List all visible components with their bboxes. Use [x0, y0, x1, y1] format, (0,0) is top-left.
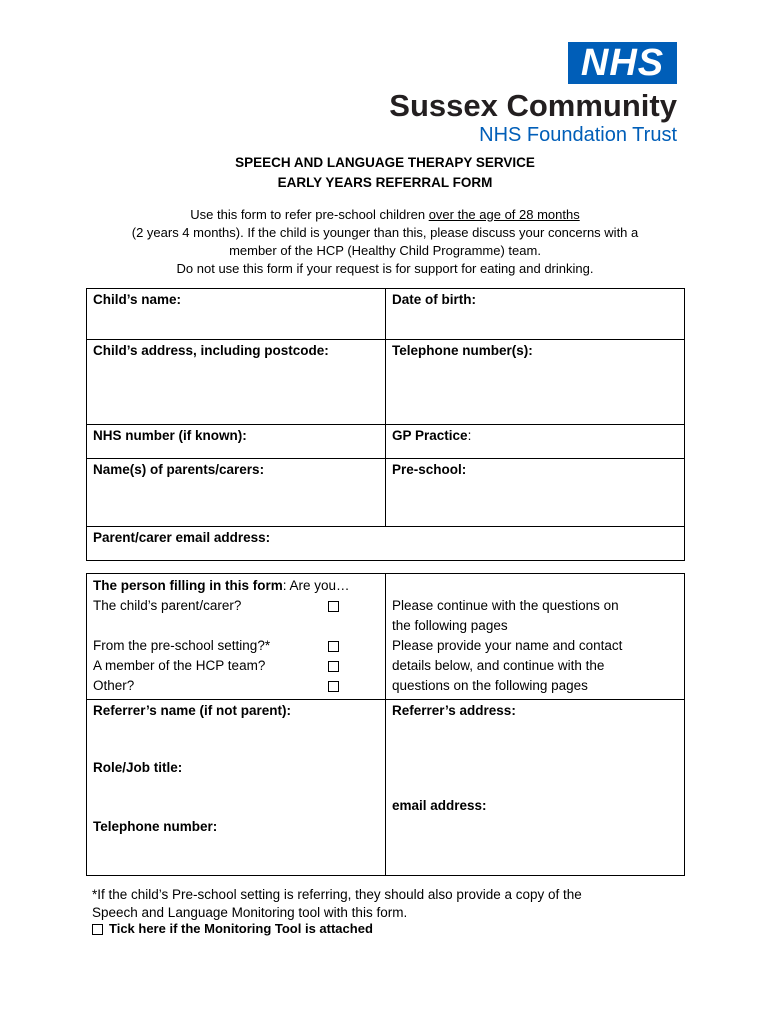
footnote-line1: *If the child’s Pre-school setting is referring, they should also provide a copy of the: [92, 887, 582, 902]
form-title-line2: EARLY YEARS REFERRAL FORM: [277, 175, 493, 190]
person-filling-label: The person filling in this form: [93, 578, 283, 593]
referrer-address-cell[interactable]: [386, 700, 685, 876]
intro-line3: member of the HCP (Healthy Child Programme) team.: [229, 243, 541, 258]
referrer-type-cell: [87, 574, 386, 700]
option-parent-label: The child’s parent/carer?: [93, 598, 242, 613]
preschool-field[interactable]: [386, 459, 685, 527]
intro-text: [60, 206, 710, 278]
referrer-address-label: Referrer’s address:: [392, 703, 516, 718]
referrer-name-label: Referrer’s name (if not parent):: [93, 703, 292, 718]
form-title-line1: SPEECH AND LANGUAGE THERAPY SERVICE: [235, 155, 535, 170]
intro-line1: Use this form to refer pre-school children: [190, 207, 429, 222]
option-preschool-label: From the pre-school setting?*: [93, 638, 271, 653]
gp-practice-field[interactable]: [386, 425, 685, 459]
parents-field[interactable]: [87, 459, 386, 527]
option-hcp-checkbox[interactable]: [328, 661, 339, 672]
nhs-logo-text: NHS: [580, 41, 665, 84]
org-subtitle: NHS Foundation Trust: [479, 124, 677, 146]
option-preschool-checkbox[interactable]: [328, 641, 339, 652]
child-details-table: [86, 288, 685, 561]
parents-label: Name(s) of parents/carers:: [93, 462, 265, 477]
intro-age-underlined: over the age of 28 months: [428, 207, 580, 222]
footnote-line2: Speech and Language Monitoring tool with this form.: [92, 905, 408, 920]
option-other-checkbox[interactable]: [328, 681, 339, 692]
note-other-line1: Please provide your name and contact: [392, 638, 623, 653]
note-parent-line2: the following pages: [392, 618, 508, 633]
telephone-field[interactable]: [386, 340, 685, 425]
gp-practice-colon: :: [467, 428, 472, 443]
referrer-telephone-label: Telephone number:: [93, 819, 218, 834]
childs-name-label: Child’s name:: [93, 292, 182, 307]
childs-name-field[interactable]: [87, 289, 386, 340]
address-field[interactable]: [87, 340, 386, 425]
gp-practice-label: GP Practice: [392, 428, 468, 443]
monitoring-tool-checkbox[interactable]: [92, 924, 103, 935]
intro-line4: Do not use this form if your request is for support for eating and drinking.: [176, 261, 594, 276]
option-other-label: Other?: [93, 678, 135, 693]
person-filling-rest: : Are you…: [282, 578, 350, 593]
nhs-number-field[interactable]: [87, 425, 386, 459]
nhs-number-label: NHS number (if known):: [93, 428, 247, 443]
telephone-label: Telephone number(s):: [392, 343, 533, 358]
note-other-line2: details below, and continue with the: [392, 658, 605, 673]
role-label: Role/Job title:: [93, 760, 183, 775]
dob-label: Date of birth:: [392, 292, 476, 307]
referrer-notes-cell: [386, 574, 685, 700]
monitoring-tool-label: Tick here if the Monitoring Tool is attached: [109, 921, 373, 936]
nhs-logo: [568, 42, 677, 84]
preschool-label: Pre-school:: [392, 462, 467, 477]
referrer-table: [86, 573, 685, 876]
note-other-line3: questions on the following pages: [392, 678, 588, 693]
referrer-details-cell[interactable]: [87, 700, 386, 876]
email-label: Parent/carer email address:: [93, 530, 271, 545]
dob-field[interactable]: [386, 289, 685, 340]
intro-line2: (2 years 4 months). If the child is younger than this, please discuss your concerns with a: [131, 225, 639, 240]
option-hcp-label: A member of the HCP team?: [93, 658, 266, 673]
email-field[interactable]: [87, 527, 685, 561]
org-name: Sussex Community: [389, 88, 677, 123]
note-parent-line1: Please continue with the questions on: [392, 598, 619, 613]
referrer-email-label: email address:: [392, 798, 487, 813]
address-label: Child’s address, including postcode:: [93, 343, 329, 358]
option-parent-checkbox[interactable]: [328, 601, 339, 612]
footnote: [92, 886, 692, 922]
monitoring-tool-row: [92, 921, 373, 936]
